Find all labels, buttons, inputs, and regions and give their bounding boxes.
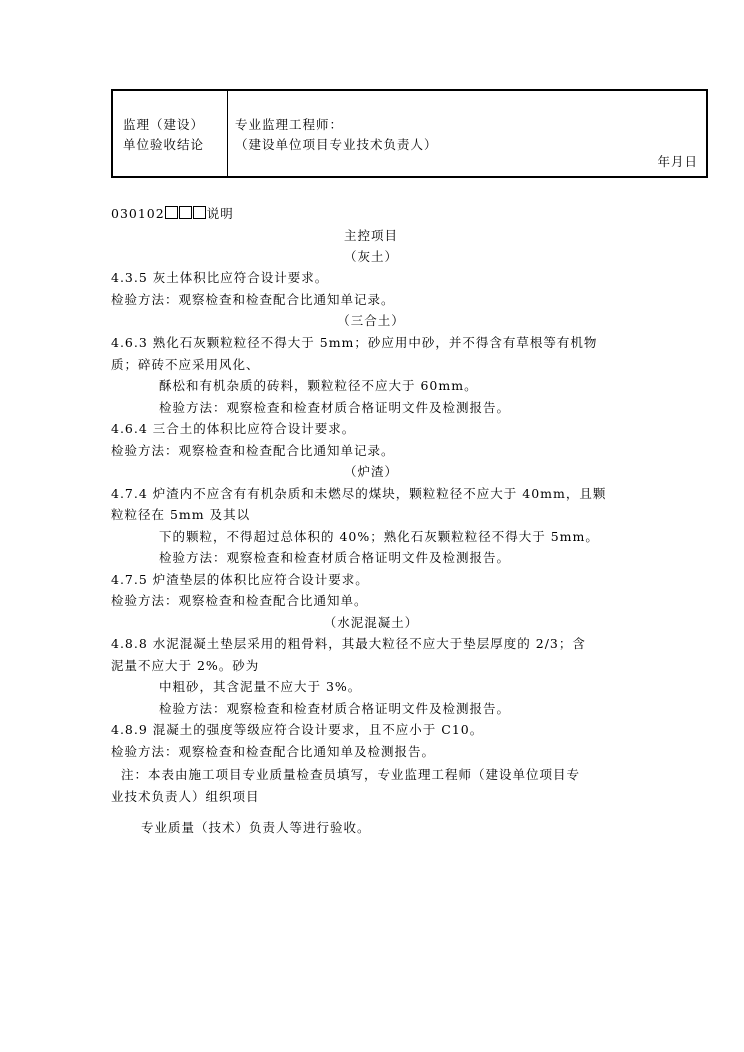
owner-tech-lead-label: （建设单位项目专业技术负责人）	[235, 137, 438, 152]
clause-4-7-4: 4.7.4 炉渣内不应含有有机杂质和未燃尽的煤块，颗粒粒径不应大于 40mm，且颗	[111, 486, 607, 501]
form-code: 030102	[111, 206, 165, 221]
signatory-field	[235, 115, 438, 155]
method-line: 检验方法：观察检查和检查配合比通知单。	[111, 593, 368, 608]
note-line-cont2: 专业质量（技术）负责人等进行验收。	[141, 820, 371, 835]
explanation-title	[111, 204, 234, 222]
clause-4-7-4-cont: 粒粒径在 5mm 及其以	[111, 507, 251, 522]
blank-box-3	[193, 206, 206, 219]
section-three-mix: （三合土）	[337, 313, 405, 328]
clause-4-6-3: 4.6.3 熟化石灰颗粒粒径不得大于 5mm；砂应用中砂，并不得含有草根等有机物	[111, 335, 598, 350]
supervisor-engineer-label: 专业监理工程师：	[235, 117, 344, 132]
method-line: 检验方法：观察检查和检查配合比通知单及检测报告。	[111, 744, 436, 759]
main-control-heading: 主控项目	[343, 228, 398, 243]
clause-4-6-3-cont2: 酥松和有机杂质的砖料，颗粒粒径不应大于 60mm。	[159, 378, 478, 393]
clause-4-6-4: 4.6.4 三合土的体积比应符合设计要求。	[111, 421, 356, 436]
clause-4-8-8-cont2: 中粗砂，其含泥量不应大于 3%。	[159, 679, 362, 694]
method-line: 检验方法：观察检查和检查材质合格证明文件及检测报告。	[159, 550, 511, 565]
section-slag: （炉渣）	[343, 464, 398, 479]
blank-box-1	[165, 206, 178, 219]
method-line: 检验方法：观察检查和检查材质合格证明文件及检测报告。	[159, 701, 511, 716]
blank-box-2	[179, 206, 192, 219]
title-suffix: 说明	[206, 206, 234, 221]
clause-4-8-8: 4.8.8 水泥混凝土垫层采用的粗骨料，其最大粒径不应大于垫层厚度的 2/3；含	[111, 636, 586, 651]
method-line: 检验方法：观察检查和检查材质合格证明文件及检测报告。	[159, 400, 511, 415]
section-lime-soil: （灰土）	[343, 249, 398, 264]
label-line-2: 单位验收结论	[123, 137, 205, 152]
note-line: 注：本表由施工项目专业质量检查员填写，专业监理工程师（建设单位项目专	[121, 767, 581, 782]
clause-4-6-3-cont: 质；碎砖不应采用风化、	[111, 357, 260, 372]
method-line: 检验方法：观察检查和检查配合比通知单记录。	[111, 443, 395, 458]
table-column-divider	[227, 91, 228, 176]
method-line: 检验方法：观察检查和检查配合比通知单记录。	[111, 292, 395, 307]
signature-date: 年月日	[657, 154, 698, 169]
clause-4-8-9: 4.8.9 混凝土的强度等级应符合设计要求，且不应小于 C10。	[111, 722, 484, 737]
acceptance-signature-table	[111, 89, 708, 178]
section-concrete: （水泥混凝土）	[323, 615, 419, 630]
clause-4-8-8-cont: 泥量不应大于 2%。砂为	[111, 658, 260, 673]
clause-4-3-5: 4.3.5 灰土体积比应符合设计要求。	[111, 270, 329, 285]
acceptance-conclusion-label	[123, 115, 204, 155]
label-line-1: 监理（建设）	[123, 117, 205, 132]
note-line-cont: 业技术负责人）组织项目	[111, 789, 260, 804]
clause-4-7-5: 4.7.5 炉渣垫层的体积比应符合设计要求。	[111, 572, 369, 587]
clause-4-7-4-cont2: 下的颗粒，不得超过总体积的 40%；熟化石灰颗粒粒径不得大于 5mm。	[159, 529, 599, 544]
